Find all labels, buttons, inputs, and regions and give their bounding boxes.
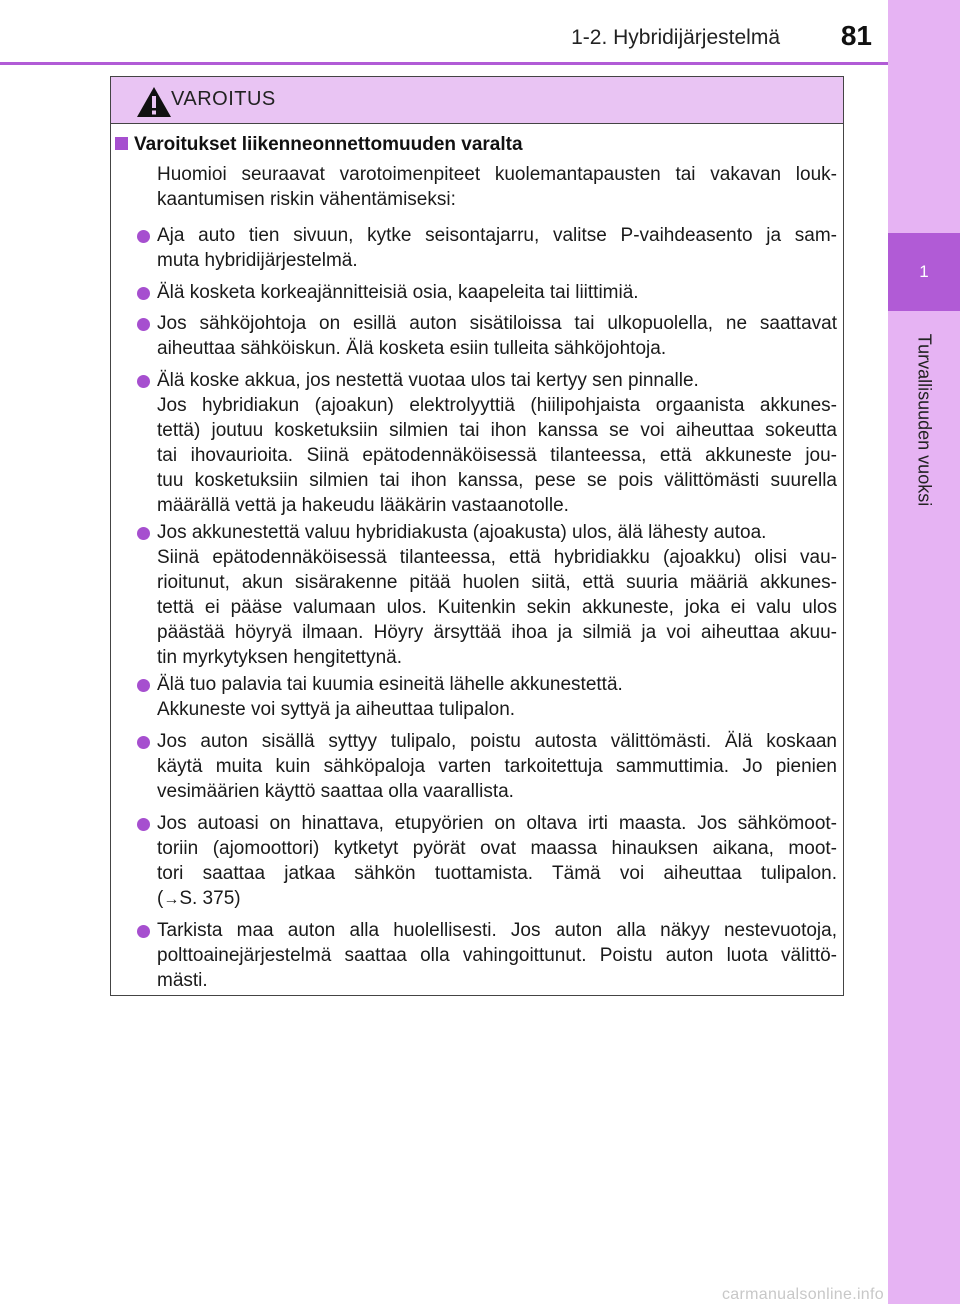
list-item-line: Jos sähköjohtoja on esillä auton sisätiloissa tai ulkopuolella, ne saattavat (157, 313, 837, 334)
list-item-line: päästää höyryä ilmaan. Höyry ärsyttää ihoa ja silmiä ja voi aiheuttaa akuu- (157, 622, 837, 643)
chapter-tab (888, 233, 960, 311)
list-item-line: vesimäärien käyttö saattaa olla vaarallista. (157, 781, 514, 802)
list-item (157, 520, 837, 670)
list-item (157, 729, 837, 804)
bullet-icon (137, 818, 150, 831)
bullet-icon (137, 925, 150, 938)
list-item-line: Aja auto tien sivuun, kytke seisontajarru, valitse P-vaihdeasento ja sam- (157, 225, 837, 246)
list-item-line: Jos hybridiakun (ajoakun) elektrolyyttiä (hiilipohjaista orgaanista akkunes- (157, 395, 837, 416)
intro-line: kaantumisen riskin vähentämiseksi: (157, 189, 456, 210)
bullet-icon (137, 318, 150, 331)
side-tab-band (888, 0, 960, 1304)
list-item-line: mästi. (157, 970, 208, 991)
chapter-title: Turvallisuuden vuoksi (914, 333, 935, 507)
list-item-line: määrällä vettä ja hakeudu lääkärin vastaanotolle. (157, 495, 569, 516)
list-item-line: tai ihovaurioita. Siinä epätodennäköisessä tilanteessa, että akkuneste jou- (157, 445, 837, 466)
list-item-line: tori saattaa jatkaa sähkön tuottamista. Tämä voi aiheuttaa tulipalon. (157, 863, 837, 884)
section-title: 1-2. Hybridijärjestelmä (571, 26, 780, 49)
list-item (157, 368, 837, 518)
bullet-icon (137, 736, 150, 749)
bullet-icon (137, 230, 150, 243)
section-heading-text: Varoitukset liikenneonnettomuuden varalta (134, 134, 523, 155)
list-item (157, 280, 837, 305)
list-item (157, 811, 837, 912)
page-reference-text[interactable]: S. 375 (179, 888, 235, 909)
chapter-number: 1 (919, 262, 929, 281)
list-item-line: Älä tuo palavia tai kuumia esineitä lähelle akkunestettä. (157, 674, 623, 695)
bullet-icon (137, 527, 150, 540)
list-item (157, 672, 837, 722)
list-item-line: toriin (ajomoottori) kytketyt pyörät ovat maassa hinauksen aikana, moot- (157, 838, 837, 859)
watermark: carmanualsonline.info (722, 1286, 884, 1303)
list-item-line: käytä muita kuin sähköpaloja varten tarkoitettuja sammuttimia. Jo pienien (157, 756, 837, 777)
list-item-line: Siinä epätodennäköisessä tilanteessa, että hybridiakku (ajoakku) olisi vau- (157, 547, 837, 568)
list-item (157, 918, 837, 993)
page-number: 81 (840, 20, 872, 51)
list-item-line: rioitunut, akun sisärakenne pitää huolen siitä, että suuria määriä akkunes- (157, 572, 837, 593)
intro-paragraph (157, 162, 837, 212)
list-item-line: polttoainejärjestelmä saattaa olla vahingoittunut. Poistu auton luota välittö- (157, 945, 837, 966)
list-item-line: Akkuneste voi syttyä ja aiheuttaa tulipalon. (157, 699, 516, 720)
list-item-line: Jos autoasi on hinattava, etupyörien on oltava irti maasta. Jos sähkömoot- (157, 813, 837, 834)
square-bullet-icon (115, 137, 128, 150)
list-item-line: Älä koske akkua, jos nestettä vuotaa ulos tai kertyy sen pinnalle. (157, 370, 699, 391)
intro-line: Huomioi seuraavat varotoimenpiteet kuolemantapausten tai vakavan louk- (157, 164, 837, 185)
bullet-icon (137, 287, 150, 300)
section-heading (115, 134, 523, 156)
warning-title: VAROITUS (171, 88, 276, 110)
list-item-line: tuu kosketuksiin silmien tai ihon kanssa, pese se pois välittömästi suurella (157, 470, 837, 491)
arrow-right-icon: → (163, 891, 180, 908)
list-item-line: Älä kosketa korkeajännitteisiä osia, kaapeleita tai liittimiä. (157, 282, 639, 303)
list-item-line: tettä) joutuu kosketuksiin silmien tai ihon kanssa se voi aiheuttaa sokeutta (157, 420, 837, 441)
header-divider (0, 62, 888, 65)
list-item-line: aiheuttaa sähköiskun. Älä kosketa esiin tulleita sähköjohtoja. (157, 338, 667, 359)
list-item-line: Jos akkunestettä valuu hybridiakusta (ajoakusta) ulos, älä lähesty autoa. (157, 522, 767, 543)
warning-triangle-icon (135, 85, 173, 119)
list-item-line: tettä ei pääse valumaan ulos. Kuitenkin sekin akkuneste, joka ei valu ulos (157, 597, 837, 618)
list-item-line: tin myrkytyksen hengitettynä. (157, 647, 402, 668)
list-item (157, 223, 837, 273)
warning-header (111, 77, 843, 124)
list-item-line: Tarkista maa auton alla huolellisesti. Jos auton alla näkyy nestevuotoja, (157, 920, 837, 941)
page-reference[interactable]: (→S. 375) (157, 888, 241, 909)
bullet-icon (137, 375, 150, 388)
list-item-line: muta hybridijärjestelmä. (157, 250, 358, 271)
list-item (157, 311, 837, 361)
list-item-line: Jos auton sisällä syttyy tulipalo, poistu autosta välittömästi. Älä koskaan (157, 731, 837, 752)
warning-box (110, 76, 844, 996)
bullet-icon (137, 679, 150, 692)
